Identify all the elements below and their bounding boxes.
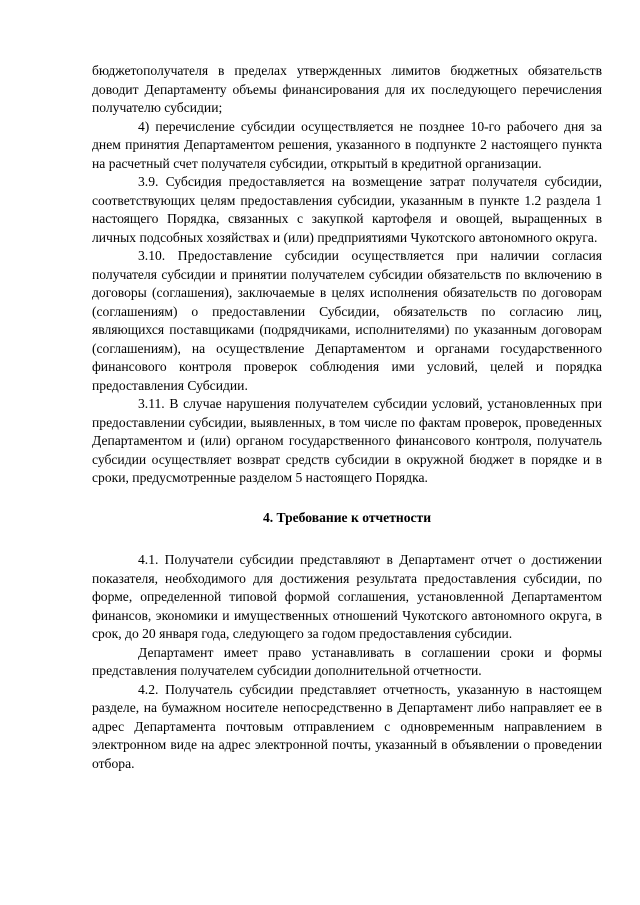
- section-heading: 4. Требование к отчетности: [262, 509, 432, 525]
- paragraph-4-2: 4.2. Получатель субсидии представляет отчетность, указанную в настоящем разделе, на бумажном носителе непосредственно в Департамент либо направляет ее в адрес Департамента почтовым отправлением с одновременным направлением в электронном виде на адрес электронной почты, указанный в объявлении о проведении отбора.: [92, 681, 602, 771]
- paragraph-subitem-4: 4) перечисление субсидии осуществляется не позднее 10-го рабочего дня за днем принятия Департаментом решения, указанного в подпункте 2 настоящего пункта на расчетный счет получателя субсидии, открытый в кредитной организации.: [92, 118, 602, 171]
- paragraph-continuation: бюджетополучателя в пределах утвержденных лимитов бюджетных обязательств доводит Департаменту объемы финансирования для их последующего перечисления получателю субсидии;: [92, 63, 602, 115]
- text-block-after: [92, 551, 602, 773]
- paragraph-4-1: 4.1. Получатели субсидии представляют в Департамент отчет о достижении показателя, необходимого для достижения результата предоставления субсидии, по форме, определенной типовой формой соглашения, установленной Департаментом финансов, экономики и имущественных отношений Чукотского автономного округа, в срок, до 20 января года, следующего за годом предоставления субсидии.: [92, 552, 602, 641]
- paragraph-3-10: 3.10. Предоставление субсидии осуществляется при наличии согласия получателя субсидии и принятии получателем субсидии обязательств по включению в договоры (соглашения), заключаемые в целях исполнения обязательств по договорам (соглашениям) о предоставлении Субсидии, обязательств по согласию лиц, являющихся поставщиками (подрядчиками, исполнителями) по указанным договорам (соглашениям), на осуществление Департаментом и органами государственного финансового контроля проверок соблюдения ими условий, целей и порядка предоставления Субсидии.: [92, 248, 602, 393]
- paragraph-3-11: 3.11. В случае нарушения получателем субсидии условий, установленных при предоставлении субсидии, выявленных, в том числе по фактам проверок, проведенных Департаментом и (или) органом государственного финансового контроля, получатель субсидии осуществляет возврат средств субсидии в окружной бюджет в порядке и в сроки, предусмотренные разделом 5 настоящего Порядка.: [92, 396, 602, 485]
- paragraph-additional-reporting: Департамент имеет право устанавливать в соглашении сроки и формы представления получателем субсидии дополнительной отчетности.: [92, 644, 602, 678]
- text-block-before: [92, 62, 602, 488]
- paragraph-3-9: 3.9. Субсидия предоставляется на возмещение затрат получателя субсидии, соответствующих целям предоставления субсидии, указанным в пункте 1.2 раздела 1 настоящего Порядка, связанных с закупкой картофеля и овощей, выращенных в личных подсобных хозяйствах и (или) предприятиями Чукотского автономного округа.: [92, 174, 602, 245]
